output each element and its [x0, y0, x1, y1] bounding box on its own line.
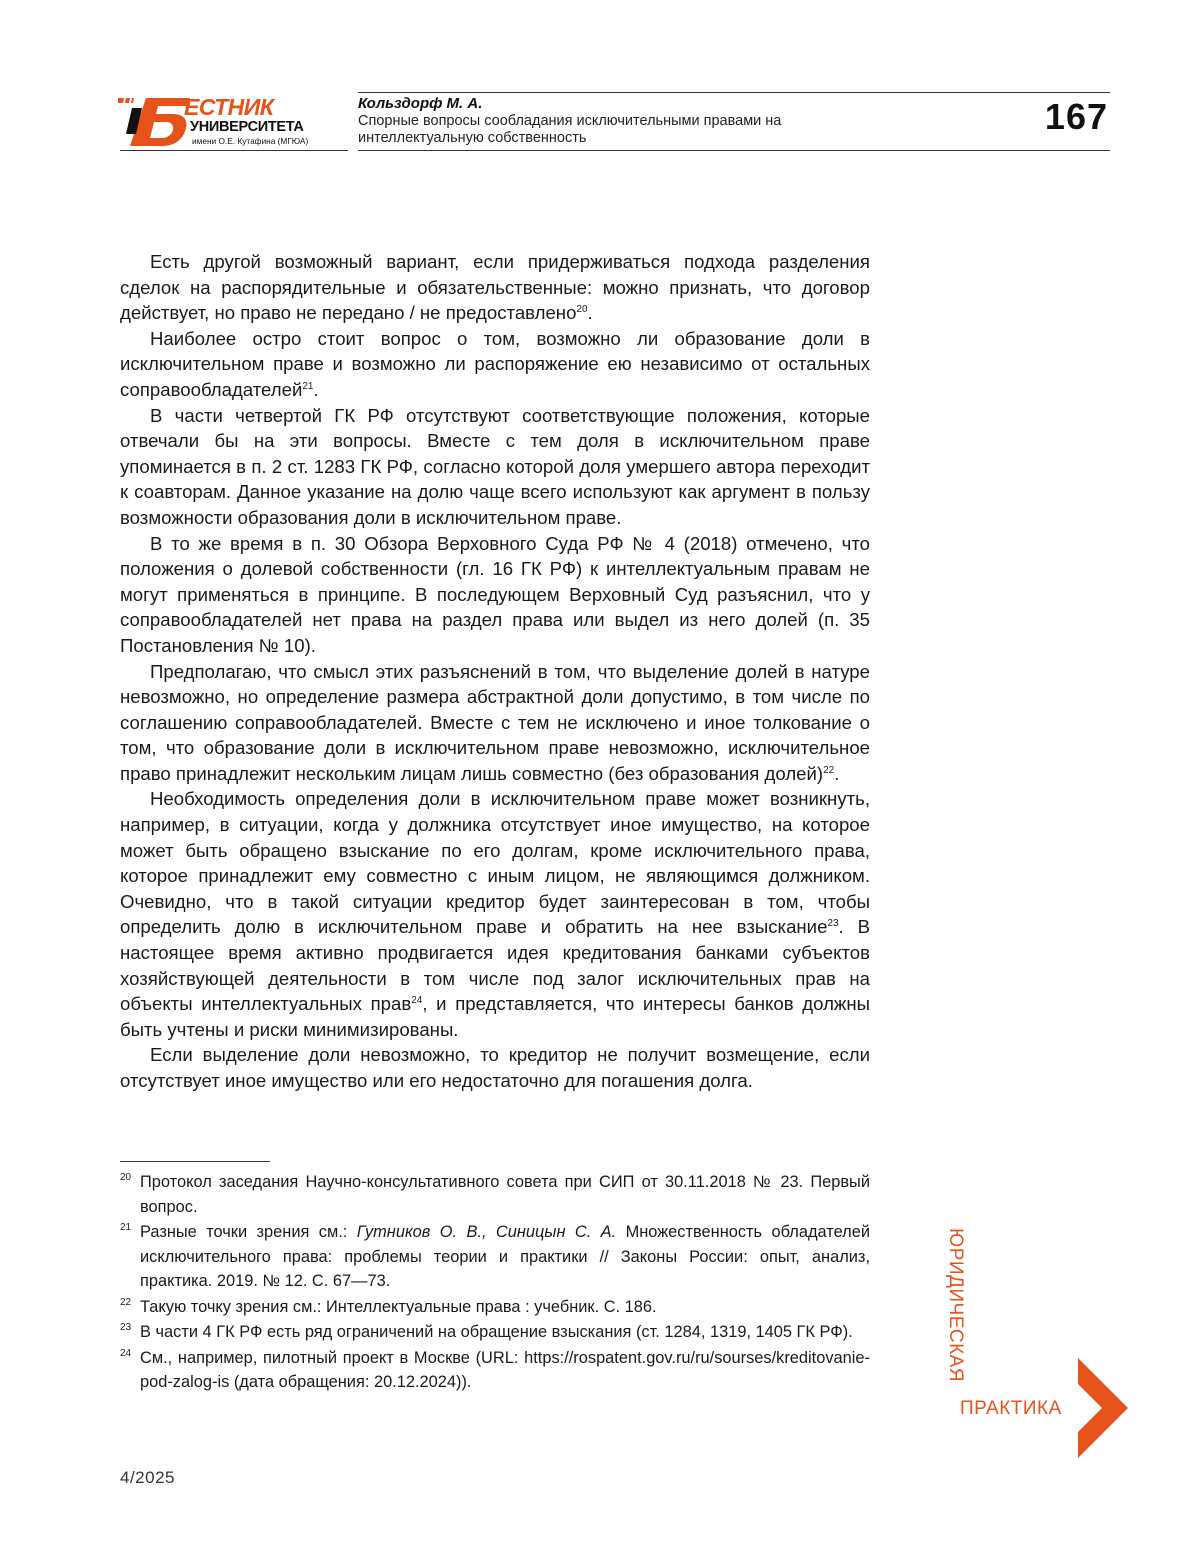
footnote-rule	[120, 1161, 270, 1162]
footnote: 22 Такую точку зрения см.: Интеллектуальные права : учебник. С. 186.	[120, 1295, 870, 1320]
footnote: 23 В части 4 ГК РФ есть ряд ограничений на обращение взыскания (ст. 1284, 1319, 1405 ГК РФ).	[120, 1320, 870, 1345]
header-author: Кольздорф М. А.	[358, 95, 482, 112]
logo-word-university: УНИВЕРСИТЕТА	[190, 119, 304, 135]
footnote-ref[interactable]: 20	[576, 304, 587, 315]
page-number: 167	[1045, 96, 1108, 138]
paragraph: В части четвертой ГК РФ отсутствуют соответствующие положения, которые отвечали бы на эти вопросы. Вместе с тем доля в исключительном праве упоминается в п. 2 ст. 1283 ГК РФ, согласно которой доля умершего автора переходит к соавторам. Данное указание на долю чаще всего используют как аргумент в пользу возможности образования доли в исключительном праве.	[120, 403, 870, 531]
footnote-ref[interactable]: 23	[827, 918, 838, 929]
paragraph: В то же время в п. 30 Обзора Верховного Суда РФ № 4 (2018) отмечено, что положения о долевой собственности (гл. 16 ГК РФ) к интеллектуальным правам не могут применяться в принципе. В последующем Верховный Суд разъяснил, что у соправообладателей нет права на раздел права или выдел из него долей (п. 35 Постановления № 10).	[120, 531, 870, 659]
footnote-number: 24	[120, 1342, 131, 1367]
header-rule	[358, 150, 1110, 151]
footnote: 24 См., например, пилотный проект в Москве (URL: https://rospatent.gov.ru/ru/sourses/kreditovanie-pod-zalog-is (дата обращения: 20.12.2024)).	[120, 1346, 870, 1395]
section-label-horizontal: ПРАКТИКА	[960, 1398, 1062, 1420]
section-label-vertical: ЮРИДИЧЕСКАЯ	[944, 1228, 984, 1400]
article-body	[120, 249, 870, 1094]
footnote-ref[interactable]: 22	[823, 765, 834, 776]
footnote-ref[interactable]: 21	[302, 381, 313, 392]
header-left-rule	[120, 150, 348, 151]
footnote-number: 21	[120, 1216, 131, 1241]
journal-logo	[118, 94, 323, 150]
footnote-number: 20	[120, 1166, 131, 1191]
footnote: 20 Протокол заседания Научно-консультативного совета при СИП от 30.11.2018 № 23. Первый вопрос.	[120, 1170, 870, 1219]
paragraph: Есть другой возможный вариант, если придерживаться подхода разделения сделок на распорядительные и обязательственные: можно признать, что договор действует, но право не передано / не предоставлено20.	[120, 249, 870, 326]
paragraph: Наиболее остро стоит вопрос о том, возможно ли образование доли в исключительном праве и возможно ли распоряжение ею независимо от остальных соправообладателей21.	[120, 326, 870, 403]
issue-number: 4/2025	[120, 1468, 175, 1488]
logo-word-vestnik: ЕСТНИК	[184, 94, 273, 121]
footnote-number: 22	[120, 1291, 131, 1316]
paragraph: Предполагаю, что смысл этих разъяснений в том, что выделение долей в натуре невозможно, но определение размера абстрактной доли допустимо, в том числе по соглашению соправообладателей. Вместе с тем не исключено и иное толкование о том, что образование доли в исключительном праве невозможно, исключительное право принадлежит нескольким лицам лишь совместно (без образования долей)22.	[120, 659, 870, 787]
logo-word-named: имени О.Е. Кутафина (МГЮА)	[192, 136, 308, 146]
footnotes	[120, 1170, 870, 1396]
footnote-number: 23	[120, 1316, 131, 1341]
paragraph: Если выделение доли невозможно, то кредитор не получит возмещение, если отсутствует иное имущество или его недостаточно для погашения долга.	[120, 1042, 870, 1093]
header-article-title: Спорные вопросы сообладания исключительными правами на интеллектуальную собственность	[358, 113, 858, 147]
header-top-rule	[358, 92, 1110, 93]
paragraph: Необходимость определения доли в исключительном праве может возникнуть, например, в ситуации, когда у должника отсутствует иное имущество, на которое может быть обращено взыскание по его долгам, кроме исключительного права, которое принадлежит ему совместно с иным лицом, не являющимся должником. Очевидно, что в такой ситуации кредитор будет заинтересован в том, чтобы определить долю в исключительном праве и обратить на нее взыскание23. В настоящее время активно продвигается идея кредитования банками субъектов хозяйствующей деятельности в том числе под залог исключительных прав на объекты интеллектуальных прав24, и представляется, что интересы банков должны быть учтены и риски минимизированы.	[120, 786, 870, 1042]
footnote-authors: Гутников О. В., Синицын С. А.	[357, 1223, 616, 1241]
footnote: 21 Разные точки зрения см.: Гутников О. В., Синицын С. А. Множественность обладателей исключительного права: проблемы теории и практики // Законы России: опыт, анализ, практика. 2019. № 12. С. 67—73.	[120, 1220, 870, 1294]
arrow-right-icon	[1070, 1358, 1130, 1458]
footnote-ref[interactable]: 24	[411, 995, 422, 1006]
